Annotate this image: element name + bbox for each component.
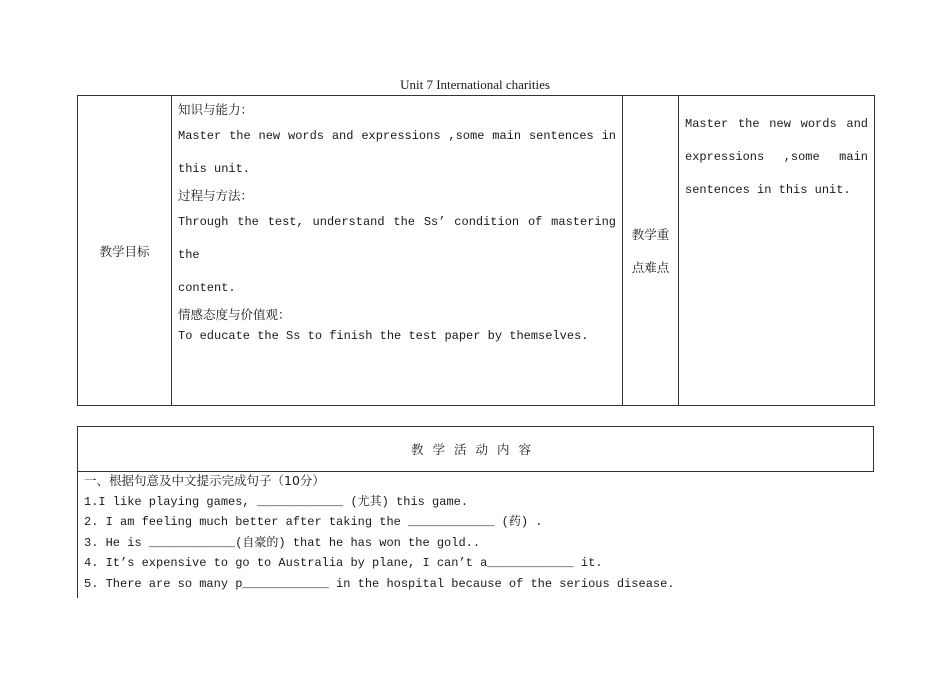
key-points-label <box>623 96 679 406</box>
objective-line: Master the new words and expressions ,some main sentences in <box>178 129 616 143</box>
exercise-instruction: 一、根据句意及中文提示完成句子（10分） <box>84 473 325 488</box>
objective-line: To educate the Ss to finish the test paper by themselves. <box>178 329 589 343</box>
exercise-item: 1.I like playing games, ____________ (尤其) this game. <box>84 494 469 509</box>
activity-header-text: 教学活动内容 <box>410 442 540 457</box>
key-point-line: sentences in this unit. <box>685 183 851 197</box>
section-heading-knowledge: 知识与能力： <box>178 102 254 117</box>
objective-line: this unit. <box>178 162 251 176</box>
objective-line: Through the test, understand the Ss’ condition of mastering the <box>178 215 616 262</box>
key-point-line: Master the new words and <box>685 117 868 131</box>
objectives-cell <box>172 96 623 406</box>
key-point-line: expressions ,some main <box>685 150 868 164</box>
exercise-item: 2. I am feeling much better after taking the ____________ (药) . <box>84 515 543 529</box>
section-heading-process: 过程与方法： <box>178 188 254 203</box>
document-title: Unit 7 International charities <box>400 77 550 92</box>
objective-line: content. <box>178 281 236 295</box>
key-points-label-line: 教学重 <box>631 226 670 242</box>
exercise-item: 5. There are so many p____________ in the hospital because of the serious disease. <box>84 576 675 591</box>
key-points-cell <box>679 96 875 406</box>
section-heading-attitude: 情感态度与价值观： <box>178 307 291 322</box>
activity-header <box>77 426 874 472</box>
lesson-plan-table <box>77 95 875 406</box>
key-points-label-line: 点难点 <box>631 259 670 275</box>
objective-label: 教学目标 <box>78 96 172 406</box>
activity-left-border <box>77 471 78 598</box>
exercise-item: 3. He is ____________(自豪的) that he has won the gold.. <box>84 535 481 550</box>
exercise-list <box>84 471 864 594</box>
exercise-item: 4. It’s expensive to go to Australia by plane, I can’t a____________ it. <box>84 556 603 570</box>
